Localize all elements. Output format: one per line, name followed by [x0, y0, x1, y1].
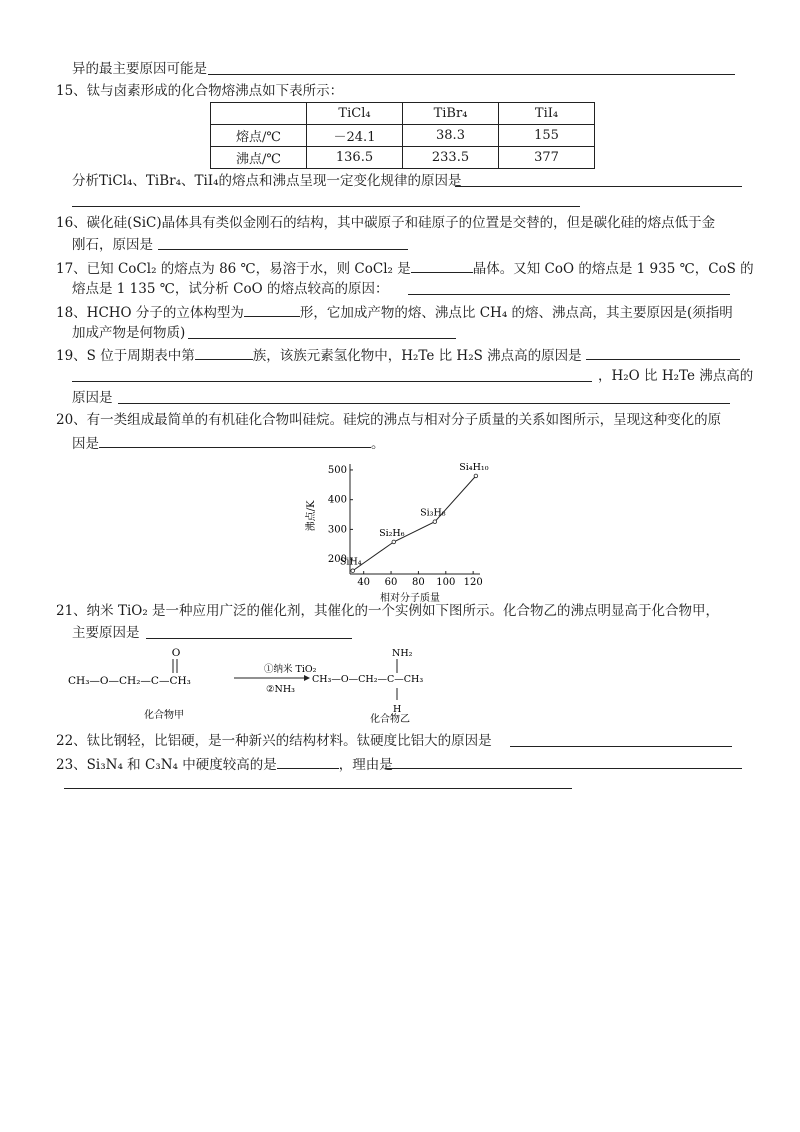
chart-y-tick-label: 400: [327, 494, 347, 506]
chart-point-label: Si₂H₆: [379, 527, 405, 539]
answer-blank-q19c[interactable]: [72, 381, 592, 382]
answer-blank-q20[interactable]: [99, 433, 371, 448]
amino-group: NH₂: [392, 648, 413, 659]
q18-line1: 18、HCHO 分子的立体构型为 形，它加成产物的熔、沸点比 CH₄ 的熔、沸点高，其主要原因是(须指明: [56, 302, 733, 322]
hydrogen-atom: H: [393, 704, 402, 715]
q21-line1: 21、纳米 TiO₂ 是一种应用广泛的催化剂，其催化的一个实例如下图所示。化合物乙的沸点明显高于化合物甲，: [56, 603, 720, 619]
q19-line2: ，H₂O 比 H₂Te 沸点高的: [598, 368, 754, 384]
chart-x-tick-label: 80: [412, 577, 425, 588]
answer-blank-q18a[interactable]: [244, 302, 300, 317]
table-header: TiCl₄: [307, 103, 403, 125]
reactant-formula: CH₃—O—CH₂—C—CH₃: [68, 675, 191, 687]
chart-y-tick-label: 500: [327, 464, 347, 476]
chart-point: [351, 569, 355, 573]
table-cell: 377: [499, 147, 595, 169]
reaction-condition-1: ①纳米 TiO₂: [264, 664, 317, 675]
q23-line1: 23、Si₃N₄ 和 C₃N₄ 中硬度较高的是 ，理由是: [56, 754, 393, 774]
answer-blank-q23b[interactable]: [385, 768, 742, 769]
q15-stem: 15、钛与卤素形成的化合物熔沸点如下表所示：: [56, 83, 344, 99]
q18-line2: 加成产物是何物质): [72, 325, 186, 341]
q16-line1: 16、碳化硅(SiC)晶体具有类似金刚石的结构，其中碳原子和硅原子的位置是交替的，但是碳化硅的熔点低于金: [56, 215, 716, 231]
q16-line2: 刚石，原因是: [72, 237, 153, 253]
q15-analysis: 分析TiCl₄、TiBr₄、TiI₄的熔点和沸点呈现一定变化规律的原因是: [72, 173, 462, 189]
chart-x-tick-label: 120: [463, 577, 483, 588]
prev-question-tail: 异的最主要原因可能是: [72, 61, 207, 77]
table-row: [211, 147, 595, 169]
chart-x-tick-label: 60: [384, 577, 398, 588]
chart-x-tick-label: 100: [436, 577, 456, 588]
q17-line2: 熔点是 1 135 ℃，试分析 CoO 的熔点较高的原因：: [72, 281, 389, 297]
chart-y-tick-label: 200: [327, 554, 347, 566]
label-compound-a: 化合物甲: [144, 710, 184, 721]
chart-y-axis-label: 沸点/K: [306, 500, 317, 532]
answer-blank-q19d[interactable]: [118, 403, 730, 404]
reaction-condition-2: ②NH₃: [266, 684, 295, 695]
answer-blank-q18b[interactable]: [188, 338, 456, 339]
answer-blank-q17b[interactable]: [408, 294, 730, 295]
q22-line: 22、钛比钢轻，比铝硬，是一种新兴的结构材料。钛硬度比铝大的原因是: [56, 733, 492, 749]
table-cell: 233.5: [403, 147, 499, 169]
answer-blank-q15b[interactable]: [72, 206, 580, 207]
row-label: 熔点/℃: [211, 125, 307, 147]
chart-point: [392, 540, 396, 544]
chart-series-line: [353, 476, 476, 571]
chart-point-label: Si₄H₁₀: [459, 461, 489, 473]
row-label: 沸点/℃: [211, 147, 307, 169]
chart-x-axis-label: 相对分子质量: [380, 593, 440, 604]
table-header-empty: [211, 103, 307, 125]
q20-line1: 20、有一类组成最简单的有机硅化合物叫硅烷。硅烷的沸点与相对分子质量的关系如图所示，呈现这种变化的原: [56, 412, 722, 428]
chart-point-label: Si₃H₈: [420, 507, 446, 519]
q19-line3: 原因是: [72, 390, 113, 406]
answer-blank-q22[interactable]: [510, 746, 732, 747]
table-row: [211, 125, 595, 147]
q21-line2: 主要原因是: [72, 625, 140, 641]
table-cell: －24.1: [307, 125, 403, 147]
chart-x-tick-label: 40: [357, 577, 371, 588]
product-formula: CH₃—O—CH₂—C—CH₃: [312, 674, 424, 685]
chart-point: [433, 520, 437, 524]
carbonyl-oxygen: O: [171, 647, 181, 659]
answer-blank-q23a[interactable]: [277, 754, 339, 769]
answer-blank-q17a[interactable]: [411, 258, 473, 273]
answer-blank-q15a[interactable]: [455, 186, 742, 187]
answer-blank-q19b[interactable]: [586, 359, 740, 360]
table-header: TiI₄: [499, 103, 595, 125]
answer-blank-q21[interactable]: [146, 638, 352, 639]
reaction-scheme: [66, 644, 526, 724]
table-header-row: [211, 103, 595, 125]
answer-blank-q23c[interactable]: [64, 788, 572, 789]
table-cell: 136.5: [307, 147, 403, 169]
table-cell: 155: [499, 125, 595, 147]
silane-boiling-point-chart: [300, 456, 500, 606]
q17-line1: 17、已知 CoCl₂ 的熔点为 86 ℃，易溶于水，则 CoCl₂ 是 晶体。又知 CoO 的熔点是 1 935 ℃，CoS 的: [56, 258, 754, 278]
chart-point-label: SiH₄: [339, 556, 362, 568]
answer-blank-prev[interactable]: [208, 74, 735, 75]
chart-point: [474, 474, 478, 478]
label-compound-b: 化合物乙: [370, 714, 410, 724]
table-header: TiBr₄: [403, 103, 499, 125]
q19-line1: 19、S 位于周期表中第 族，该族元素氢化物中，H₂Te 比 H₂S 沸点高的原因是: [56, 345, 582, 365]
answer-blank-q19a[interactable]: [195, 345, 253, 360]
reaction-arrowhead: [304, 675, 310, 681]
answer-blank-q16[interactable]: [158, 249, 408, 250]
chart-y-tick-label: 300: [327, 524, 347, 536]
melting-boiling-table: [210, 102, 595, 169]
q20-line2: 因是 。: [72, 433, 385, 453]
table-cell: 38.3: [403, 125, 499, 147]
